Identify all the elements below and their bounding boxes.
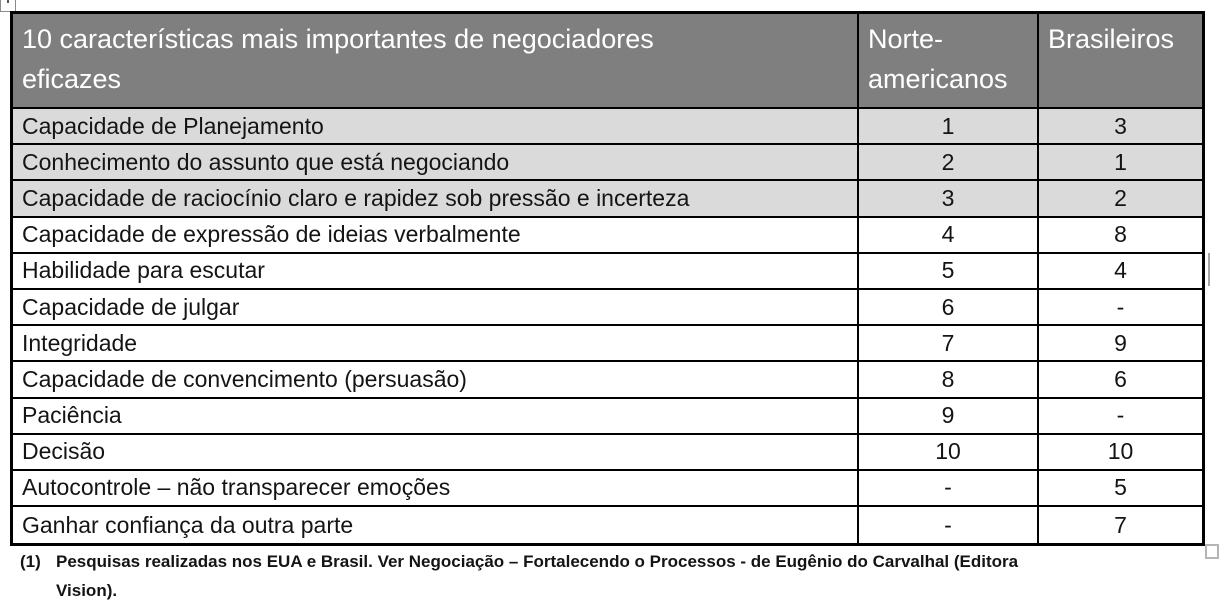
table-row: [13, 181, 1202, 217]
text-caret-mark: [1208, 253, 1210, 286]
negotiators-table: [10, 11, 1205, 546]
row-rank-brasileiros: 6: [1114, 365, 1127, 392]
row-rank-brasileiros: 4: [1114, 257, 1127, 284]
table-row: [13, 362, 1202, 398]
table-header-row: [13, 14, 1202, 109]
footnote-line2: Vision).: [56, 581, 118, 600]
row-rank-norte-americanos: 2: [859, 145, 1039, 179]
row-rank-norte-americanos: 3: [859, 181, 1039, 215]
row-rank-brasileiros: 7: [1114, 511, 1127, 538]
row-label: Habilidade para escutar: [13, 254, 859, 288]
move-cross-icon: [7, 0, 9, 3]
table-title-cell: [13, 14, 859, 107]
table-row: [13, 218, 1202, 254]
table-row: [13, 435, 1202, 471]
row-label: Autocontrole – não transparecer emoções: [13, 471, 859, 505]
footnote-marker: (1): [20, 552, 41, 571]
row-label: Ganhar confiança da outra parte: [13, 507, 859, 543]
table-row: [13, 290, 1202, 326]
table-row: [13, 326, 1202, 362]
footnote-text: [56, 547, 1200, 605]
row-rank-norte-americanos: 8: [859, 362, 1039, 396]
table-row: [13, 507, 1202, 543]
row-rank-brasileiros: 5: [1114, 474, 1127, 501]
row-rank-norte-americanos: -: [859, 507, 1039, 543]
row-rank-norte-americanos: 6: [859, 290, 1039, 324]
row-label: Capacidade de julgar: [13, 290, 859, 324]
row-label: Capacidade de Planejamento: [13, 109, 859, 143]
footnote: [20, 547, 1200, 605]
footnote-line1: Pesquisas realizadas nos EUA e Brasil. Ver Negociação – Fortalecendo o Processos - de Eugênio do Carvalhal (Editora: [56, 552, 1019, 571]
row-rank-norte-americanos: -: [859, 471, 1039, 505]
table-row: [13, 471, 1202, 507]
row-rank-brasileiros: 2: [1114, 184, 1127, 211]
column-header-norte-americanos: Norte-americanos: [859, 14, 1039, 107]
row-rank-brasileiros: -: [1116, 293, 1125, 320]
row-rank-norte-americanos: 5: [859, 254, 1039, 288]
table-row: [13, 145, 1202, 181]
row-rank-brasileiros: 10: [1107, 438, 1134, 465]
row-rank-brasileiros: -: [1116, 402, 1125, 429]
row-rank-brasileiros: 1: [1114, 148, 1127, 175]
table-title-line1: 10 características mais importantes de negociadores: [22, 24, 654, 54]
table-resize-handle-icon[interactable]: [1205, 544, 1219, 559]
table-row: [13, 109, 1202, 145]
row-rank-norte-americanos: 7: [859, 326, 1039, 360]
row-label: Decisão: [13, 435, 859, 469]
row-label: Conhecimento do assunto que está negociando: [13, 145, 859, 179]
row-label: Capacidade de convencimento (persuasão): [13, 362, 859, 396]
row-rank-norte-americanos: 4: [859, 218, 1039, 252]
row-rank-brasileiros: 8: [1114, 221, 1127, 248]
row-rank-norte-americanos: 1: [859, 109, 1039, 143]
table-title: [22, 19, 654, 99]
row-label: Capacidade de expressão de ideias verbalmente: [13, 218, 859, 252]
row-rank-brasileiros: 9: [1114, 329, 1127, 356]
column-header-brasileiros: Brasileiros: [1048, 24, 1175, 54]
row-rank-brasileiros: 3: [1114, 112, 1127, 139]
row-rank-norte-americanos: 10: [859, 435, 1039, 469]
row-label: Integridade: [13, 326, 859, 360]
row-rank-norte-americanos: 9: [859, 399, 1039, 433]
table-row: [13, 399, 1202, 435]
row-label: Capacidade de raciocínio claro e rapidez sob pressão e incerteza: [13, 181, 859, 215]
table-row: [13, 254, 1202, 290]
row-label: Paciência: [13, 399, 859, 433]
table-title-line2: eficazes: [22, 64, 122, 94]
